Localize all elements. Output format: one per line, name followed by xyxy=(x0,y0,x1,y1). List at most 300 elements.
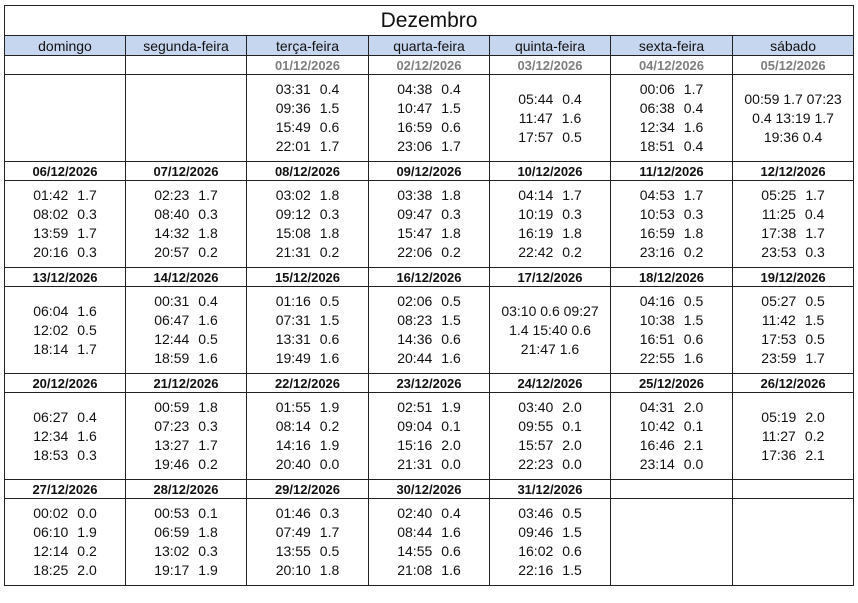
tide-entry xyxy=(247,504,368,523)
tide-height: 0.3 xyxy=(198,543,218,559)
tide-entry xyxy=(126,205,246,224)
tide-entry xyxy=(490,455,610,474)
date-row xyxy=(5,162,854,181)
tide-height: 0.5 xyxy=(198,331,218,347)
tide-entry xyxy=(369,80,489,99)
tide-entry xyxy=(369,523,489,542)
tide-entry xyxy=(490,186,610,205)
date-cell: 01/12/2026 xyxy=(247,56,369,75)
tide-entry xyxy=(611,137,732,156)
tide-cell xyxy=(5,287,126,374)
tide-cell xyxy=(611,75,733,162)
tide-time: 06:10 xyxy=(33,524,69,540)
tide-time: 14:16 xyxy=(275,437,311,453)
tide-time: 00:02 xyxy=(33,505,69,521)
tide-time: 01:46 xyxy=(275,505,311,521)
tide-time: 12:44 xyxy=(154,331,190,347)
tide-time: 09:47 xyxy=(397,206,433,222)
tide-time: 22:23 xyxy=(518,456,554,472)
tide-entry xyxy=(369,243,489,262)
tide-time: 15:57 xyxy=(518,437,554,453)
weekday-header: sexta-feira xyxy=(611,36,733,56)
tide-time: 13:55 xyxy=(275,543,311,559)
tide-time: 10:47 xyxy=(397,100,433,116)
tide-height: 0.5 xyxy=(805,331,825,347)
tide-height: 1.5 xyxy=(319,312,340,328)
tide-time: 16:02 xyxy=(518,543,554,559)
tide-height: 1.6 xyxy=(683,119,704,135)
tide-entry xyxy=(611,118,732,137)
tide-time: 15:08 xyxy=(275,225,311,241)
tide-height: 1.6 xyxy=(198,350,218,366)
tide-entry xyxy=(5,302,125,321)
tide-time: 09:04 xyxy=(397,418,433,434)
date-cell: 10/12/2026 xyxy=(490,162,611,181)
tide-time: 02:51 xyxy=(397,399,433,415)
tide-time: 16:59 xyxy=(639,225,675,241)
tide-entry xyxy=(733,446,853,465)
date-cell: 19/12/2026 xyxy=(733,268,854,287)
tide-entry xyxy=(733,186,853,205)
tide-height: 1.7 xyxy=(77,187,97,203)
tide-height: 1.7 xyxy=(77,225,97,241)
tide-time: 14:32 xyxy=(154,225,190,241)
tide-entry xyxy=(247,205,368,224)
tide-time: 00:53 xyxy=(154,505,190,521)
tide-entry xyxy=(369,330,489,349)
tide-time: 17:36 xyxy=(761,446,797,463)
tide-entry xyxy=(247,398,368,417)
tide-entry xyxy=(5,523,125,542)
tide-time: 20:57 xyxy=(154,244,190,260)
tide-time: 20:44 xyxy=(397,350,433,366)
date-cell: 27/12/2026 xyxy=(5,480,126,499)
tide-height: 1.8 xyxy=(319,562,340,578)
tide-time: 23:16 xyxy=(639,244,675,260)
tide-height: 0.5 xyxy=(562,505,582,521)
tide-height: 0.1 xyxy=(198,505,218,521)
tide-height: 1.7 xyxy=(441,138,461,154)
tide-entry xyxy=(126,436,246,455)
weekday-header-row xyxy=(5,36,854,56)
tide-time: 15:40 xyxy=(532,321,568,338)
tide-height: 0.4 xyxy=(319,81,340,97)
tide-entry xyxy=(611,186,732,205)
tide-time: 13:59 xyxy=(33,225,69,241)
tide-cell xyxy=(369,75,490,162)
tide-time: 00:59 xyxy=(154,399,190,415)
tide-height: 2.0 xyxy=(805,408,825,425)
tide-entry xyxy=(369,99,489,118)
tide-entry xyxy=(490,436,610,455)
tide-entry xyxy=(126,292,246,311)
tide-height: 0.5 xyxy=(805,293,825,309)
tide-cell xyxy=(611,181,733,268)
tide-time: 19:46 xyxy=(154,456,190,472)
tide-time: 03:46 xyxy=(518,505,554,521)
tide-time: 14:36 xyxy=(397,331,433,347)
tide-entry xyxy=(126,243,246,262)
tide-entry xyxy=(126,504,246,523)
tide-time: 08:44 xyxy=(397,524,433,540)
calendar-table xyxy=(4,5,854,586)
tide-entry xyxy=(247,311,368,330)
tide-height: 1.6 xyxy=(319,350,340,366)
tide-entry xyxy=(611,349,732,368)
tide-time: 06:38 xyxy=(639,100,675,116)
tide-height: 1.6 xyxy=(441,562,461,578)
tide-height: 1.6 xyxy=(559,340,580,357)
tide-height: 0.5 xyxy=(319,293,340,309)
tide-height: 0.3 xyxy=(319,206,340,222)
tide-entry xyxy=(5,243,125,262)
tide-list-wrapped xyxy=(733,90,853,147)
tide-height: 2.1 xyxy=(683,437,704,453)
tide-entry xyxy=(5,446,125,465)
tide-height: 1.8 xyxy=(198,524,218,540)
tide-height: 1.7 xyxy=(805,225,825,241)
tide-height: 0.4 xyxy=(683,100,704,116)
tide-time: 01:16 xyxy=(275,293,311,309)
tide-entry xyxy=(490,523,610,542)
tide-cell xyxy=(369,393,490,480)
tide-entry xyxy=(369,224,489,243)
tide-entry xyxy=(733,243,853,262)
date-row xyxy=(5,56,854,75)
tide-height: 0.3 xyxy=(198,418,218,434)
tide-height: 0.3 xyxy=(77,446,97,463)
calendar-body xyxy=(5,56,854,586)
tide-cell xyxy=(611,287,733,374)
tide-height: 0.4 xyxy=(441,81,461,97)
tide-time: 12:34 xyxy=(33,427,69,444)
tide-entry xyxy=(490,128,610,147)
tide-cell xyxy=(490,499,611,586)
tide-height: 0.6 xyxy=(571,321,591,338)
tide-cell xyxy=(611,499,733,586)
weekday-header: sábado xyxy=(733,36,854,56)
tide-height: 1.7 xyxy=(319,138,340,154)
tide-entry xyxy=(247,186,368,205)
tide-entry xyxy=(733,330,853,349)
tide-time: 13:27 xyxy=(154,437,190,453)
tide-height: 0.1 xyxy=(683,418,704,434)
tide-height: 0.2 xyxy=(198,244,218,260)
tide-time: 22:42 xyxy=(518,244,554,260)
tide-cell xyxy=(247,75,369,162)
tide-height: 1.5 xyxy=(319,100,340,116)
tide-time: 08:02 xyxy=(33,206,69,222)
tide-height: 1.8 xyxy=(441,225,461,241)
tide-entry xyxy=(247,330,368,349)
tide-height: 1.6 xyxy=(77,302,97,319)
tide-height: 0.3 xyxy=(562,206,582,222)
weekday-header: terça-feira xyxy=(247,36,369,56)
tide-entry xyxy=(369,137,489,156)
tide-entry xyxy=(5,186,125,205)
tide-height: 0.2 xyxy=(319,418,340,434)
tide-entry xyxy=(126,561,246,580)
date-cell: 05/12/2026 xyxy=(733,56,854,75)
tide-height: 1.9 xyxy=(77,524,97,540)
tide-time: 21:08 xyxy=(397,562,433,578)
tide-cell xyxy=(5,181,126,268)
tide-time: 18:14 xyxy=(33,340,69,357)
tide-time: 00:31 xyxy=(154,293,190,309)
tide-time: 08:23 xyxy=(397,312,433,328)
date-cell xyxy=(611,480,733,499)
tide-entry xyxy=(369,398,489,417)
tide-height: 0.0 xyxy=(441,456,461,472)
tide-time: 07:31 xyxy=(275,312,311,328)
tide-entry xyxy=(490,561,610,580)
tide-entry xyxy=(247,137,368,156)
tide-cell xyxy=(247,181,369,268)
tide-entry xyxy=(369,455,489,474)
tide-time: 15:49 xyxy=(275,119,311,135)
tide-height: 0.4 xyxy=(198,293,218,309)
tide-height: 0.2 xyxy=(683,244,704,260)
tide-height: 0.3 xyxy=(198,206,218,222)
tide-height: 0.5 xyxy=(683,293,704,309)
date-cell xyxy=(5,56,126,75)
tide-entry xyxy=(490,398,610,417)
tide-entry xyxy=(611,99,732,118)
tide-time: 21:31 xyxy=(275,244,311,260)
date-row xyxy=(5,480,854,499)
tide-time: 12:14 xyxy=(33,543,69,559)
tide-height: 1.5 xyxy=(562,524,582,540)
tide-entry xyxy=(369,292,489,311)
tide-height: 1.7 xyxy=(198,437,218,453)
weekday-header: domingo xyxy=(5,36,126,56)
date-cell xyxy=(126,56,247,75)
date-cell: 09/12/2026 xyxy=(369,162,490,181)
tide-time: 17:57 xyxy=(518,128,554,145)
tide-time: 05:44 xyxy=(518,90,554,107)
tide-entry xyxy=(5,427,125,446)
tide-height: 2.0 xyxy=(77,562,97,578)
tide-time: 16:46 xyxy=(639,437,675,453)
tide-entry xyxy=(490,205,610,224)
tide-time: 09:55 xyxy=(518,418,554,434)
tide-entry xyxy=(490,90,610,109)
tide-entry xyxy=(611,398,732,417)
date-cell: 23/12/2026 xyxy=(369,374,490,393)
tide-height: 0.3 xyxy=(441,206,461,222)
date-cell: 18/12/2026 xyxy=(611,268,733,287)
tide-height: 0.6 xyxy=(562,543,582,559)
tide-time: 23:14 xyxy=(639,456,675,472)
tide-calendar xyxy=(4,5,853,586)
tide-time: 23:59 xyxy=(761,350,797,366)
tide-entry xyxy=(5,504,125,523)
tide-height: 2.1 xyxy=(805,446,825,463)
tide-time: 22:06 xyxy=(397,244,433,260)
tide-height: 1.9 xyxy=(441,399,461,415)
tide-row xyxy=(5,287,854,374)
tide-time: 22:55 xyxy=(639,350,675,366)
tide-height: 1.5 xyxy=(804,312,825,328)
tide-entry xyxy=(247,561,368,580)
tide-entry xyxy=(126,349,246,368)
tide-time: 07:23 xyxy=(154,418,190,434)
tide-entry xyxy=(126,224,246,243)
tide-cell xyxy=(5,393,126,480)
tide-cell xyxy=(126,287,247,374)
tide-height: 1.5 xyxy=(441,100,461,116)
tide-entry xyxy=(611,224,732,243)
tide-height: 0.6 xyxy=(319,119,340,135)
tide-time: 06:04 xyxy=(33,302,69,319)
date-cell: 31/12/2026 xyxy=(490,480,611,499)
tide-cell xyxy=(369,499,490,586)
tide-entry xyxy=(5,321,125,340)
tide-height: 1.4 xyxy=(509,321,529,338)
tide-time: 13:02 xyxy=(154,543,190,559)
date-cell: 17/12/2026 xyxy=(490,268,611,287)
tide-time: 04:31 xyxy=(639,399,675,415)
tide-cell xyxy=(126,393,247,480)
tide-cell xyxy=(5,499,126,586)
tide-cell xyxy=(611,393,733,480)
tide-cell xyxy=(126,181,247,268)
tide-entry xyxy=(369,118,489,137)
tide-entry xyxy=(5,205,125,224)
tide-height: 1.5 xyxy=(683,312,704,328)
tide-cell xyxy=(369,287,490,374)
tide-entry xyxy=(611,80,732,99)
date-cell: 15/12/2026 xyxy=(247,268,369,287)
tide-entry xyxy=(247,455,368,474)
tide-entry xyxy=(611,311,732,330)
tide-entry xyxy=(369,186,489,205)
tide-height: 0.3 xyxy=(805,244,825,260)
tide-height: 2.0 xyxy=(441,437,461,453)
tide-entry xyxy=(247,99,368,118)
date-cell: 07/12/2026 xyxy=(126,162,247,181)
tide-entry xyxy=(247,542,368,561)
tide-cell xyxy=(5,75,126,162)
tide-time: 04:38 xyxy=(397,81,433,97)
tide-cell xyxy=(733,287,854,374)
date-cell: 20/12/2026 xyxy=(5,374,126,393)
tide-height: 1.9 xyxy=(319,399,340,415)
tide-cell xyxy=(247,393,369,480)
tide-height: 0.4 xyxy=(77,408,97,425)
tide-time: 08:40 xyxy=(154,206,190,222)
date-row xyxy=(5,268,854,287)
date-cell: 25/12/2026 xyxy=(611,374,733,393)
tide-time: 17:38 xyxy=(761,225,797,241)
tide-time: 02:06 xyxy=(397,293,433,309)
tide-time: 16:51 xyxy=(639,331,675,347)
tide-height: 2.0 xyxy=(683,399,704,415)
tide-entry xyxy=(247,80,368,99)
tide-height: 1.6 xyxy=(683,350,704,366)
tide-time: 10:38 xyxy=(639,312,675,328)
tide-entry xyxy=(611,417,732,436)
tide-entry xyxy=(490,224,610,243)
tide-entry xyxy=(369,542,489,561)
tide-time: 23:53 xyxy=(761,244,797,260)
tide-height: 0.1 xyxy=(562,418,582,434)
tide-cell xyxy=(126,75,247,162)
tide-height: 1.7 xyxy=(198,187,218,203)
tide-time: 01:42 xyxy=(33,187,69,203)
tide-height: 1.7 xyxy=(77,340,97,357)
tide-time: 02:23 xyxy=(154,187,190,203)
tide-time: 12:02 xyxy=(33,321,69,338)
tide-height: 0.5 xyxy=(562,128,582,145)
tide-time: 20:40 xyxy=(275,456,311,472)
tide-entry xyxy=(5,542,125,561)
tide-cell xyxy=(733,499,854,586)
tide-time: 12:34 xyxy=(639,119,675,135)
tide-height: 1.6 xyxy=(441,524,461,540)
tide-time: 05:19 xyxy=(761,408,797,425)
tide-entry xyxy=(611,436,732,455)
tide-time: 16:19 xyxy=(518,225,554,241)
tide-time: 03:10 xyxy=(501,302,537,319)
date-row xyxy=(5,374,854,393)
tide-time: 13:31 xyxy=(275,331,311,347)
tide-height: 0.3 xyxy=(77,244,97,260)
tide-cell xyxy=(247,499,369,586)
tide-entry xyxy=(126,523,246,542)
tide-time: 03:02 xyxy=(275,187,311,203)
tide-height: 1.7 xyxy=(319,524,340,540)
tide-cell xyxy=(126,499,247,586)
tide-height: 0.0 xyxy=(77,505,97,521)
tide-time: 03:38 xyxy=(397,187,433,203)
tide-time: 10:53 xyxy=(639,206,675,222)
tide-entry xyxy=(733,427,853,446)
tide-cell xyxy=(490,287,611,374)
tide-time: 17:53 xyxy=(761,331,797,347)
tide-entry xyxy=(490,109,610,128)
tide-height: 0.2 xyxy=(562,244,582,260)
tide-entry xyxy=(369,205,489,224)
tide-time: 22:16 xyxy=(518,562,554,578)
tide-cell xyxy=(369,181,490,268)
tide-height: 0.6 xyxy=(441,543,461,559)
tide-height: 2.0 xyxy=(562,437,582,453)
tide-list-wrapped xyxy=(490,302,610,359)
tide-row xyxy=(5,75,854,162)
tide-height: 1.7 xyxy=(683,81,704,97)
tide-entry xyxy=(247,292,368,311)
tide-entry xyxy=(247,118,368,137)
tide-cell xyxy=(733,75,854,162)
tide-height: 1.6 xyxy=(561,109,582,126)
date-cell: 28/12/2026 xyxy=(126,480,247,499)
tide-time: 06:47 xyxy=(154,312,190,328)
tide-height: 2.0 xyxy=(562,399,582,415)
tide-time: 11:47 xyxy=(518,109,553,126)
tide-height: 0.6 xyxy=(540,302,560,319)
tide-entry xyxy=(369,349,489,368)
weekday-header: quinta-feira xyxy=(490,36,611,56)
tide-entry xyxy=(369,417,489,436)
tide-height: 1.5 xyxy=(562,562,582,578)
tide-height: 1.7 xyxy=(683,187,704,203)
tide-height: 0.0 xyxy=(562,456,582,472)
tide-entry xyxy=(5,408,125,427)
tide-time: 09:46 xyxy=(518,524,554,540)
date-cell: 21/12/2026 xyxy=(126,374,247,393)
tide-height: 1.8 xyxy=(319,187,340,203)
